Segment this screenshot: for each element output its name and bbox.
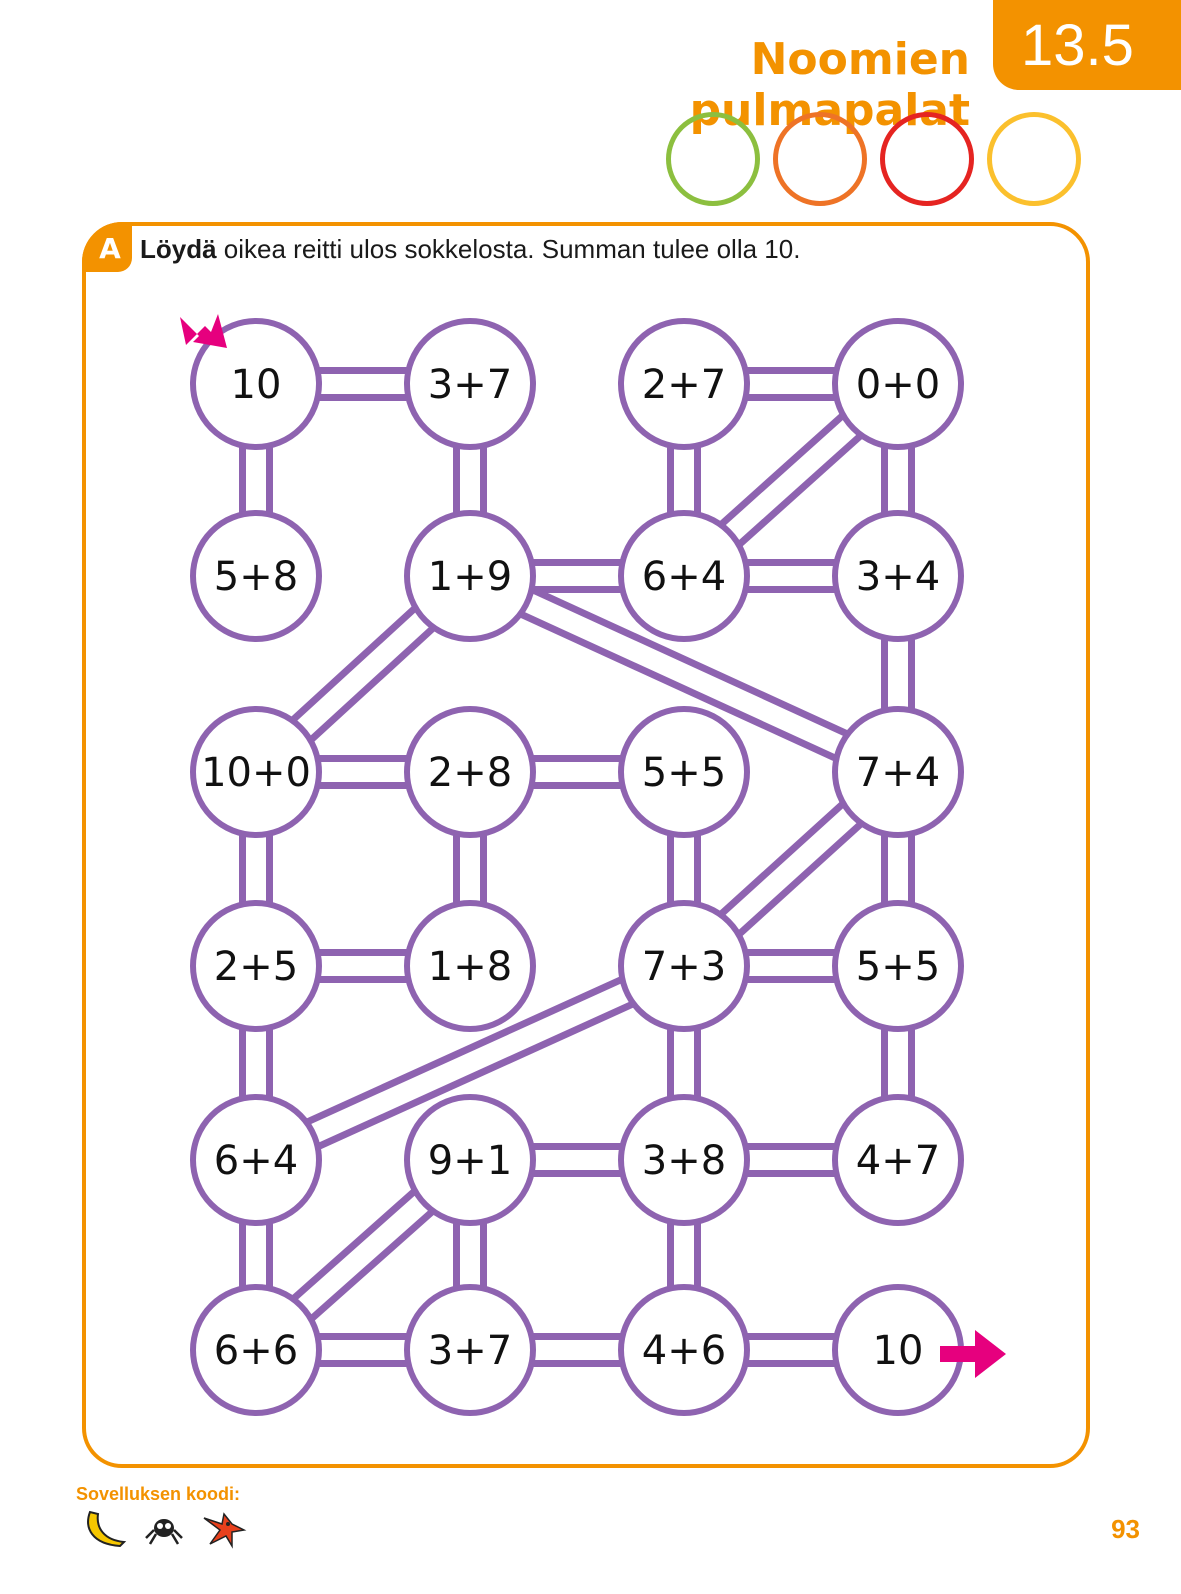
maze-node-label: 3+4 (855, 554, 941, 600)
chapter-number: 13.5 (993, 0, 1181, 90)
maze-node-label: 2+7 (641, 362, 727, 408)
maze-node-r5c3[interactable] (621, 1097, 747, 1223)
banana-icon (88, 1512, 124, 1546)
page-title: Noomien pulmapalat (689, 34, 970, 136)
maze-node-r3c1[interactable] (193, 709, 319, 835)
maze-node-r6c1[interactable] (193, 1287, 319, 1413)
maze-node-label: 6+4 (213, 1138, 299, 1184)
maze-node-r3c4[interactable] (835, 709, 961, 835)
maze-node-label: 7+3 (641, 944, 727, 990)
maze-node-r1c4[interactable] (835, 321, 961, 447)
maze-node-label: 2+5 (213, 944, 299, 990)
maze-node-label: 9+1 (427, 1138, 513, 1184)
maze-node-label: 5+5 (855, 944, 941, 990)
maze-nodes (193, 321, 961, 1413)
maze-node-r6c2[interactable] (407, 1287, 533, 1413)
instruction-text: oikea reitti ulos sokkelosta. Summan tulee olla 10. (216, 234, 801, 264)
maze-node-label: 10 (872, 1328, 924, 1374)
maze-paths (256, 384, 898, 1350)
maze-node-r1c2[interactable] (407, 321, 533, 447)
maze-node-label: 1+9 (427, 554, 513, 600)
maze-node-r5c1[interactable] (193, 1097, 319, 1223)
spider-icon (146, 1519, 182, 1544)
bird-icon (204, 1514, 244, 1546)
maze-node-label: 5+5 (641, 750, 727, 796)
maze-node-label: 6+6 (213, 1328, 299, 1374)
maze-node-r2c4[interactable] (835, 513, 961, 639)
maze-node-label: 7+4 (855, 750, 941, 796)
maze-node-label: 0+0 (855, 362, 941, 408)
maze-node-r4c2[interactable] (407, 903, 533, 1029)
maze-node-r2c3[interactable] (621, 513, 747, 639)
maze-node-label: 4+7 (855, 1138, 941, 1184)
task-label: A (82, 222, 132, 272)
maze-node-label: 1+8 (427, 944, 513, 990)
maze-node-r1c3[interactable] (621, 321, 747, 447)
page-number: 93 (1111, 1514, 1140, 1544)
maze-node-label: 6+4 (641, 554, 727, 600)
app-code-label: Sovelluksen koodi: (76, 1484, 241, 1504)
maze-node-r3c2[interactable] (407, 709, 533, 835)
maze-node-label: 2+8 (427, 750, 513, 796)
maze-node-label: 5+8 (213, 554, 299, 600)
maze-node-r4c3[interactable] (621, 903, 747, 1029)
maze-node-r4c1[interactable] (193, 903, 319, 1029)
maze-node-r3c3[interactable] (621, 709, 747, 835)
maze-node-label: 3+8 (641, 1138, 727, 1184)
app-code-icons (80, 1508, 260, 1552)
maze-node-label: 10+0 (201, 750, 311, 796)
maze-node-label: 3+7 (427, 1328, 513, 1374)
maze-node-r6c3[interactable] (621, 1287, 747, 1413)
start-arrow-icon (180, 314, 227, 348)
maze-node-r2c1[interactable] (193, 513, 319, 639)
instruction-verb: Löydä (140, 234, 217, 264)
maze-node-r5c4[interactable] (835, 1097, 961, 1223)
maze-node-label: 3+7 (427, 362, 513, 408)
maze-node-r2c2[interactable] (407, 513, 533, 639)
maze-node-label: 4+6 (641, 1328, 727, 1374)
maze-node-label: 10 (230, 362, 282, 408)
maze-node-r4c4[interactable] (835, 903, 961, 1029)
maze-node-r5c2[interactable] (407, 1097, 533, 1223)
